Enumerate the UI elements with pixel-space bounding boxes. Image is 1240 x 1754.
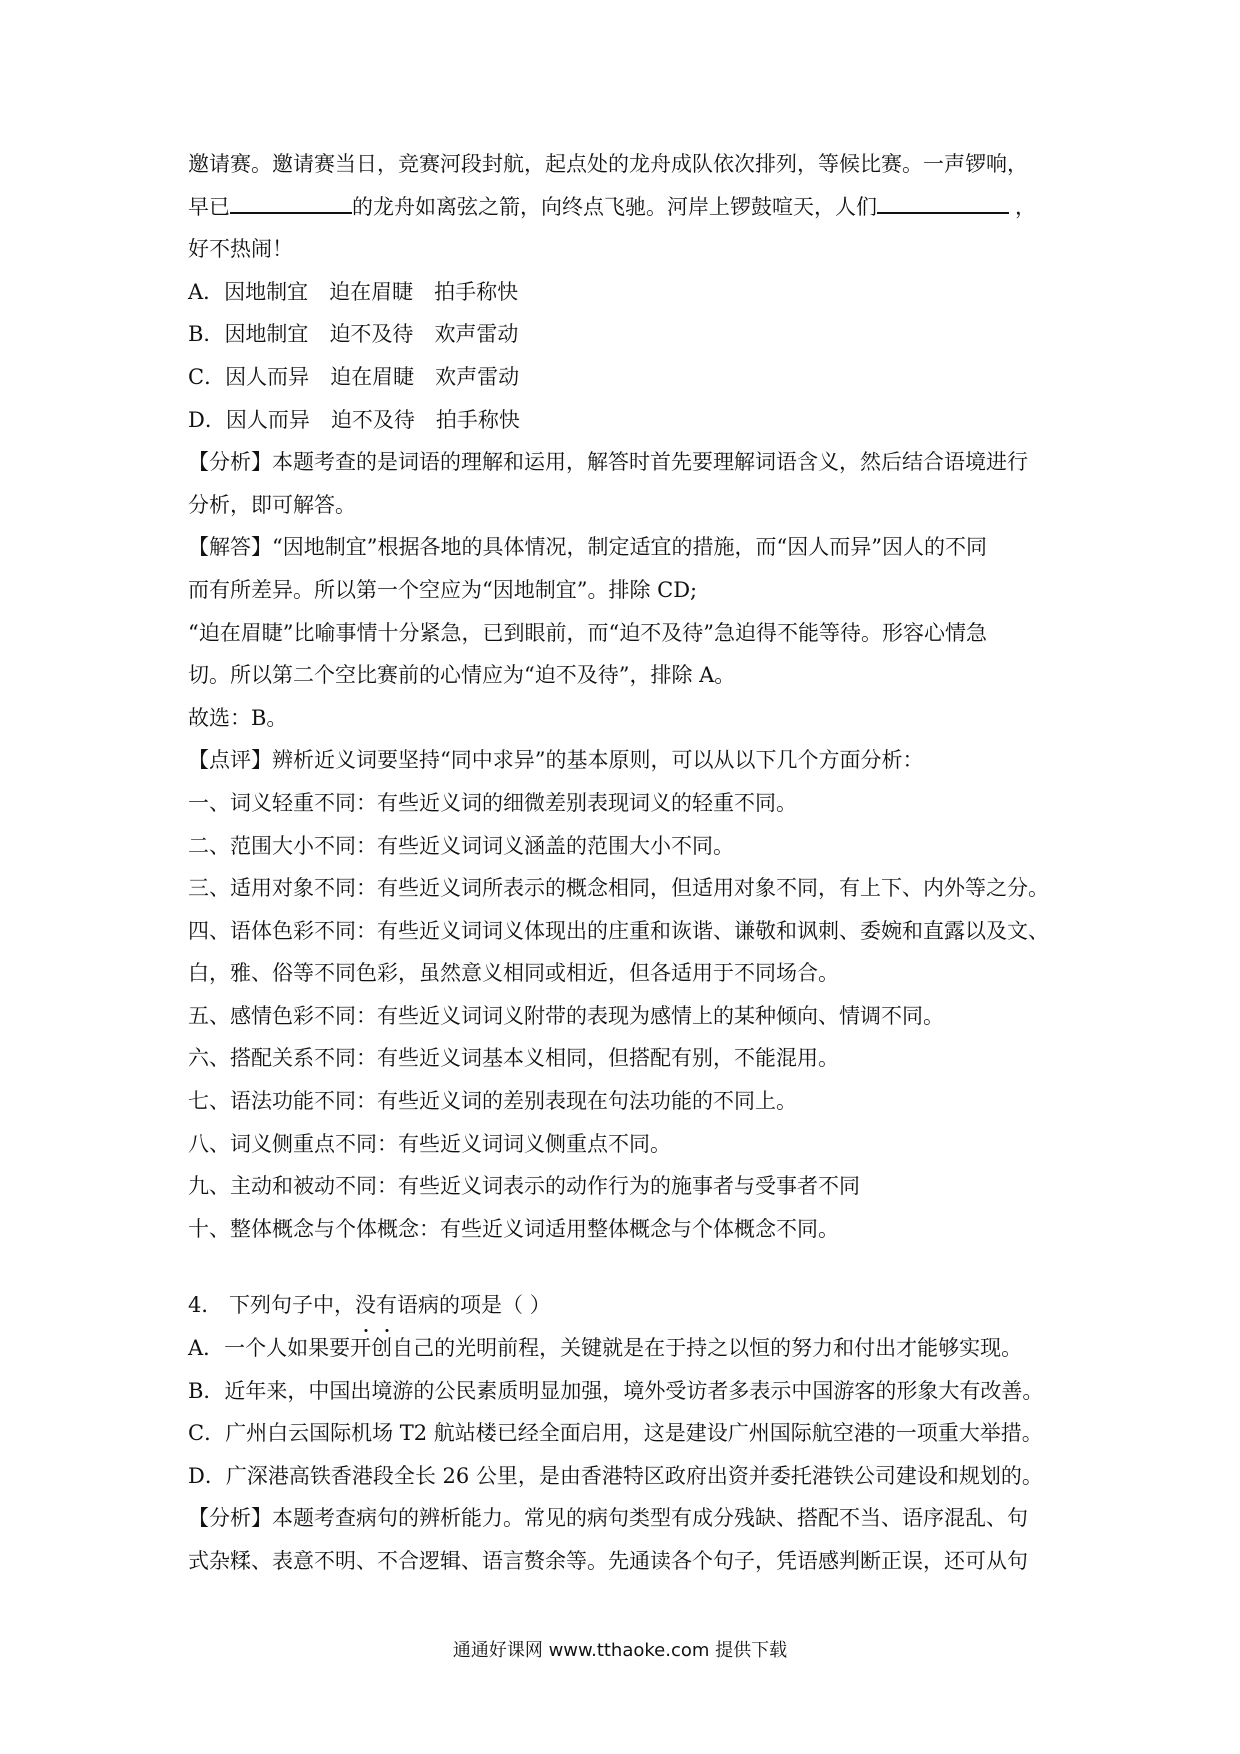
option-a bbox=[188, 271, 1068, 314]
comment-line: 九、主动和被动不同：有些近义词表示的动作行为的施事者与受事者不同 bbox=[188, 1174, 860, 1199]
comment-line: 五、感情色彩不同：有些近义词词义附带的表现为感情上的某种倾向、情调不同。 bbox=[188, 1003, 944, 1028]
option-word: 迫在眉睫 bbox=[329, 279, 414, 304]
comment-line: 白，雅、俗等不同色彩，虽然意义相同或相近，但各适用于不同场合。 bbox=[188, 961, 839, 986]
option-letter: C． bbox=[188, 364, 226, 389]
option-word: 欢声雷动 bbox=[435, 364, 520, 389]
comment-line: 二、范围大小不同：有些近义词词义涵盖的范围大小不同。 bbox=[188, 833, 734, 858]
q4-option-a: A．一个人如果要开创自己的光明前程，关键就是在于持之以恒的努力和付出才能够实现。 bbox=[188, 1336, 1023, 1361]
answer-line: 而有所差异。所以第一个空应为“因地制宜”。排除 CD; bbox=[188, 577, 698, 602]
page-content bbox=[188, 143, 1068, 1583]
q4-option-d: D．广深港高铁香港段全长 26 公里，是由香港特区政府出资并委托港铁公司建设和规划的。 bbox=[188, 1463, 1043, 1488]
page-footer: 通通好课网 www.tthaoke.com 提供下载 bbox=[452, 1640, 788, 1661]
q4-analysis-line: 式杂糅、表意不明、不合逻辑、语言赘余等。先通读各个句子，凭语感判断正误，还可从句 bbox=[188, 1549, 1028, 1573]
option-word: 迫在眉睫 bbox=[330, 364, 415, 389]
comment-line: 六、搭配关系不同：有些近义词基本义相同，但搭配有别，不能混用。 bbox=[188, 1046, 839, 1071]
passage-text: ， bbox=[1015, 194, 1036, 219]
comment-line: 八、词义侧重点不同：有些近义词词义侧重点不同。 bbox=[188, 1131, 671, 1156]
q4-analysis-line: 【分析】本题考查病句的辨析能力。常见的病句类型有成分残缺、搭配不当、语序混乱、句 bbox=[188, 1506, 1028, 1531]
option-word: 迫不及待 bbox=[330, 407, 415, 432]
passage-text: 的龙舟如离弦之箭，向终点飞驰。河岸上锣鼓喧天，人们 bbox=[352, 194, 877, 219]
answer-line: 切。所以第二个空比赛前的心情应为“迫不及待”，排除 A。 bbox=[188, 663, 736, 688]
option-word: 因地制宜 bbox=[224, 322, 309, 347]
question-stem-text: 4． 下列句子中， bbox=[188, 1293, 356, 1318]
passage-line: 好不热闹！ bbox=[188, 237, 293, 262]
comment-line: 四、语体色彩不同：有些近义词词义体现出的庄重和诙谐、谦敬和讽刺、委婉和直露以及文、 bbox=[188, 918, 1049, 943]
passage-line-with-blanks bbox=[188, 186, 1068, 229]
option-d bbox=[188, 399, 1068, 442]
fill-blank-1 bbox=[230, 190, 352, 214]
section-gap bbox=[188, 1250, 1068, 1284]
answer-line: 故选：B。 bbox=[188, 705, 288, 730]
option-word: 因地制宜 bbox=[224, 279, 309, 304]
q4-option-c: C．广州白云国际机场 T2 航站楼已经全面启用，这是建设广州国际航空港的一项重大举措。 bbox=[188, 1421, 1043, 1446]
option-word: 迫不及待 bbox=[329, 322, 414, 347]
question-4-stem bbox=[188, 1284, 1068, 1327]
analysis-line: 【分析】本题考查的是词语的理解和运用，解答时首先要理解词语含义，然后结合语境进行 bbox=[188, 450, 1028, 475]
answer-line: 【解答】“因地制宜”根据各地的具体情况，制定适宜的措施，而“因人而异”因人的不同 bbox=[188, 535, 987, 560]
answer-line: “迫在眉睫”比喻事情十分紧急，已到眼前，而“迫不及待”急迫得不能等待。形容心情急 bbox=[188, 620, 987, 645]
analysis-line: 分析，即可解答。 bbox=[188, 492, 356, 517]
emphasis-char: 有 bbox=[376, 1284, 397, 1327]
comment-line: 【点评】辨析近义词要坚持“同中求异”的基本原则，可以从以下几个方面分析： bbox=[188, 748, 924, 773]
passage-text: 早已 bbox=[188, 194, 230, 219]
option-letter: B． bbox=[188, 322, 225, 347]
question-stem-text: 语病的项是（ ） bbox=[397, 1293, 551, 1318]
comment-line: 三、适用对象不同：有些近义词所表示的概念相同，但适用对象不同，有上下、内外等之分。 bbox=[188, 876, 1049, 901]
passage-line: 邀请赛。邀请赛当日，竞赛河段封航，起点处的龙舟成队依次排列，等候比赛。一声锣响， bbox=[188, 152, 1028, 176]
option-b bbox=[188, 313, 1068, 356]
option-word: 拍手称快 bbox=[435, 407, 520, 432]
option-word: 欢声雷动 bbox=[434, 322, 519, 347]
q4-option-b: B．近年来，中国出境游的公民素质明显加强，境外受访者多表示中国游客的形象大有改善。 bbox=[188, 1378, 1044, 1403]
comment-line: 十、整体概念与个体概念：有些近义词适用整体概念与个体概念不同。 bbox=[188, 1216, 839, 1241]
comment-line: 一、词义轻重不同：有些近义词的细微差别表现词义的轻重不同。 bbox=[188, 790, 797, 815]
fill-blank-2 bbox=[877, 190, 1009, 214]
option-letter: A． bbox=[188, 279, 225, 304]
option-letter: D． bbox=[188, 407, 226, 432]
option-word: 拍手称快 bbox=[434, 279, 519, 304]
option-c bbox=[188, 356, 1068, 399]
option-word: 因人而异 bbox=[225, 364, 310, 389]
option-word: 因人而异 bbox=[225, 407, 310, 432]
emphasis-char: 没 bbox=[355, 1284, 376, 1327]
comment-line: 七、语法功能不同：有些近义词的差别表现在句法功能的不同上。 bbox=[188, 1089, 797, 1114]
